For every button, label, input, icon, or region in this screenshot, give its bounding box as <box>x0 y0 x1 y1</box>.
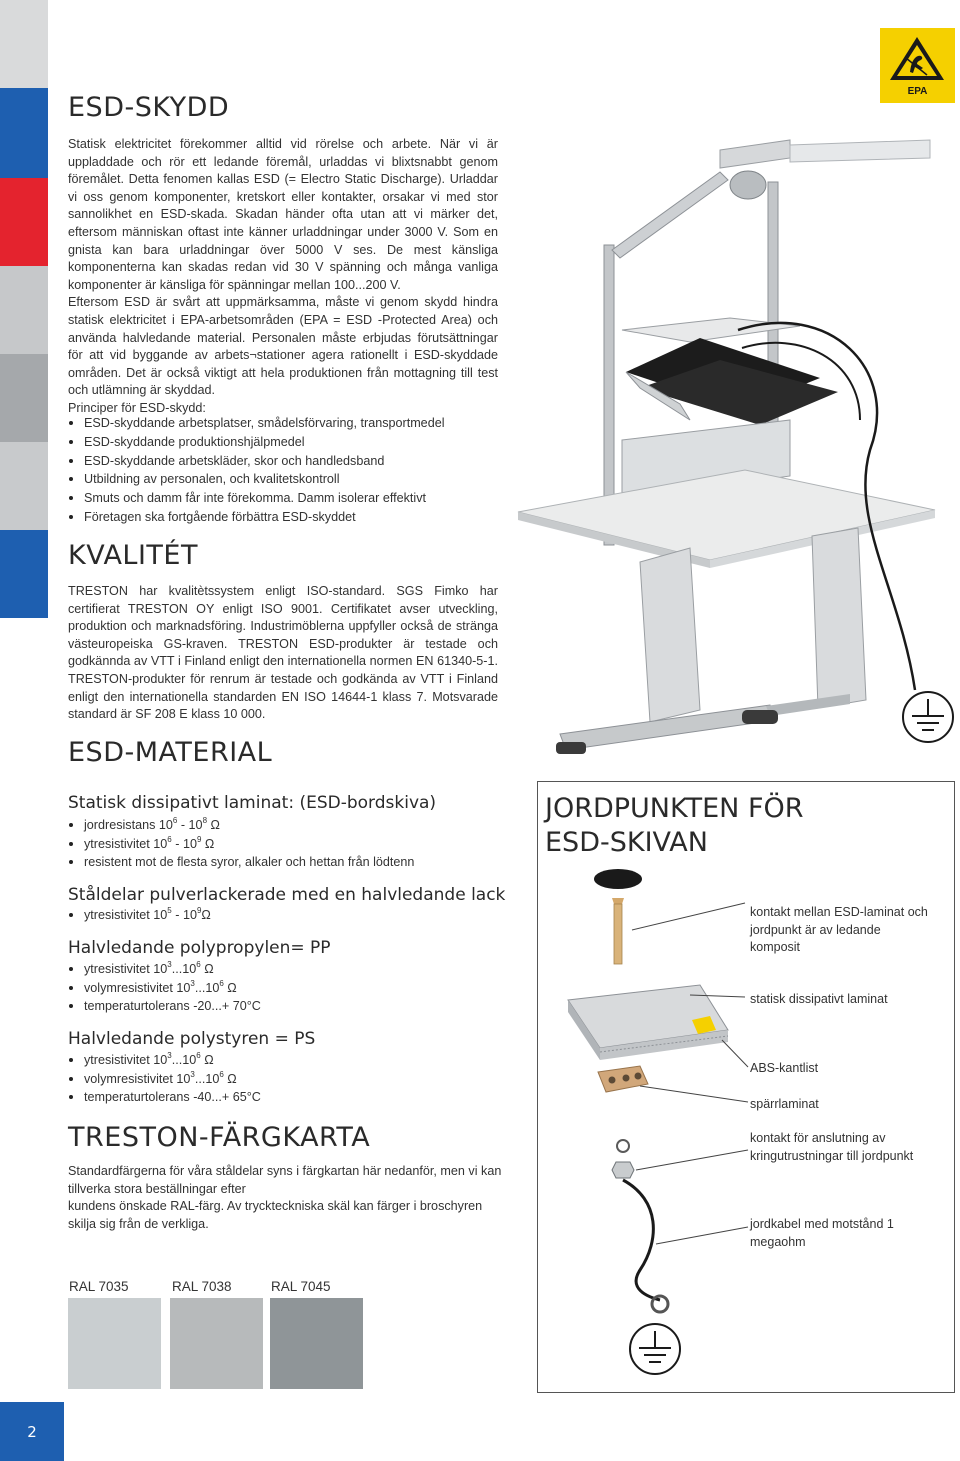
callout-dissipativt-laminat: statisk dissipativt laminat <box>750 992 888 1006</box>
swatch-label-ral7045: RAL 7045 <box>271 1279 331 1294</box>
callout-abs-kantlist: ABS-kantlist <box>750 1061 819 1075</box>
fargkarta-line-1: Standardfärgerna för våra ståldelar syns i färgkartan här nedanför, men vi kan tillverka stora beställningar efter <box>68 1164 502 1196</box>
swatch-label-ral7035: RAL 7035 <box>69 1279 129 1294</box>
epa-label: EPA <box>907 86 928 97</box>
jordpunkten-title-line-1: JORDPUNKTEN FÖR <box>545 793 804 824</box>
heading-esd-skydd: ESD-SKYDD <box>68 92 230 123</box>
callout-sparrlaminat: spärrlaminat <box>750 1097 819 1111</box>
list-item: resistent mot de flesta syror, alkaler och hettan från lödtenn <box>68 853 414 872</box>
list-item: ESD-skyddande produktionshjälpmedel <box>68 433 445 452</box>
material-heading-stal: Ståldelar pulverlackerade med en halvledande lack <box>68 885 506 905</box>
list-item: jordresistans $10^6 - 10^8$ Ω <box>68 816 414 835</box>
page-number: 2 <box>0 1402 64 1461</box>
esd-skydd-paragraph-1: Statisk elektricitet förekommer alltid vid rörelse och arbete. När vi är uppladdade och rör ett ledande föremål, urladdas vi blixtsnabbt genom föremålet. Detta fenomen kallas ESD (= Electro Static Discharge). Urladdar vi oss genom komponenter, kretskort eller kontakter, orsakar vi med stor sannolikhet en ESD-skada. Skadan händer ofta utan att vi märker det, eftersom människan oftast inte känner urladdningar under 3000 V. Som en gnista kan bara urladdningar över 5000 V ses. De mest känsliga komponenterna kan skadas redan vid 30 V spänning och många vanliga komponenter är känsliga för spänningar mellan 100...200 V. <box>68 137 498 292</box>
esd-skydd-paragraph-2: Eftersom ESD är svårt att uppmärksamma, måste vi genom skydd hindra statisk elektricitet i EPA-arbetsområden (EPA = ESD -Protected Area) och använda halvledande material. Personalen måste erbjudas förutsättningar för att vid byggande av arbets¬stationer agera rationellt i ESD-skyddade områden. Det är också viktigt att hela produktionen från mottagning till test och utlämning är skyddad. <box>68 295 498 398</box>
material-heading-laminat: Statisk dissipativt laminat: (ESD-bordskiva) <box>68 793 437 813</box>
ground-symbol-icon <box>630 1324 680 1374</box>
callout-jordkabel: jordkabel med motstånd 1 megaohm <box>750 1217 894 1249</box>
list-item: volymresistivitet $10^3...10^6$ Ω <box>68 979 261 998</box>
callout-kontakt-kringutrustning: kontakt för anslutning av kringutrustningar till jordpunkt <box>750 1131 914 1163</box>
list-item: temperaturtolerans -40...+ 65°C <box>68 1088 261 1107</box>
list-item: Företagen ska fortgående förbättra ESD-skyddet <box>68 508 445 527</box>
swatch-label-ral7038: RAL 7038 <box>172 1279 232 1294</box>
heading-esd-material: ESD-MATERIAL <box>68 737 273 768</box>
material-heading-ps: Halvledande polystyren = PS <box>68 1029 316 1049</box>
list-item: Smuts och damm får inte förekomma. Damm isolerar effektivt <box>68 489 445 508</box>
material-heading-pp: Halvledande polypropylen= PP <box>68 938 331 958</box>
list-item: ytresistivitet $10^3...10^6$ Ω <box>68 1051 261 1070</box>
list-item: ytresistivitet $10^5 - 10^9\Omega$ <box>68 906 211 925</box>
list-item: ESD-skyddande arbetskläder, skor och handledsband <box>68 452 445 471</box>
fargkarta-line-2: kundens önskade RAL-färg. Av tryckteckniska skäl kan färger i broschyren skilja sig från de verkliga. <box>68 1199 483 1231</box>
list-item: Utbildning av personalen, och kvalitetskontroll <box>68 470 445 489</box>
kvalitet-text: TRESTON har kvalitètssystem enligt ISO-standard. SGS Fimko har certifierat TRESTON OY enligt ISO 9001. Certifikatet avser utveckling, produktion och marknadsföring. Industrimöblerna uppfyller också de stränga västeuropeiska GS-kraven. TRESTON ESD-produkter är testade och godkännda av VTT i Finland enligt den internationella normen EN 61340-5-1. TRESTON-produkter för renrum är testade och godkända av VTT i Finland enligt den internationella standarden EN ISO 14644-1 klass 7. Motsvarade standard är SF 208 E klass 10 000. <box>68 584 498 722</box>
list-item: ytresistivitet $10^3...10^6$ Ω <box>68 960 261 979</box>
list-item: ESD-skyddande arbetsplatser, smådelsförvaring, transportmedel <box>68 414 445 433</box>
callout-kontakt-laminat: kontakt mellan ESD-laminat och jordpunkt är av ledande komposit <box>750 905 928 954</box>
list-item: temperaturtolerans -20...+ 70°C <box>68 997 261 1016</box>
list-item: volymresistivitet $10^3...10^6$ Ω <box>68 1070 261 1089</box>
heading-kvalitet: KVALITÉT <box>68 540 198 571</box>
heading-fargkarta: TRESTON-FÄRGKARTA <box>68 1122 371 1153</box>
esd-skydd-paragraph-3: Principer för ESD-skydd: <box>68 400 206 415</box>
list-item: ytresistivitet $10^6 - 10^9$ Ω <box>68 835 414 854</box>
jordpunkten-title-line-2: ESD-SKIVAN <box>545 827 708 858</box>
